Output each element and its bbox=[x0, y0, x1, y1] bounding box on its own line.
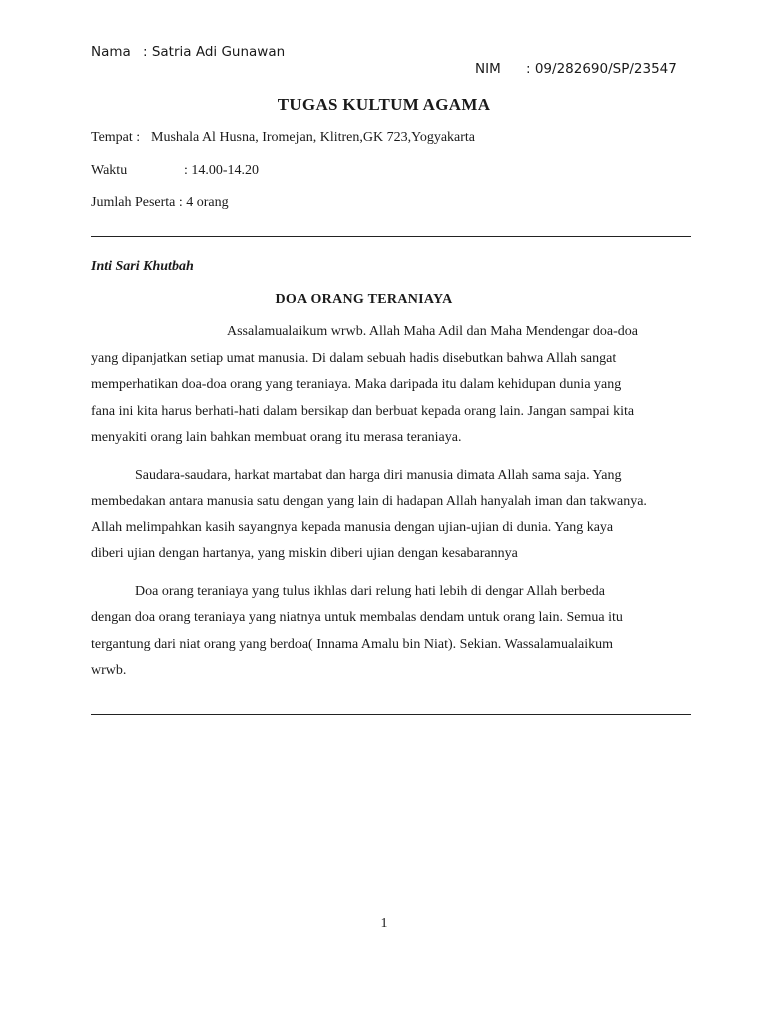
participants-line: Jumlah Peserta : 4 orang bbox=[91, 195, 229, 210]
paragraph-line: Doa orang teraniaya yang tulus ikhlas dari relung hati lebih di dengar Allah berbeda bbox=[135, 584, 606, 599]
paragraph-line: dengan doa orang teraniaya yang niatnya untuk membalas dendam untuk orang lain. Semua itu bbox=[91, 610, 623, 625]
paragraph-line: Saudara-saudara, harkat martabat dan harga diri manusia dimata Allah sama saja. Yang bbox=[135, 468, 622, 483]
paragraph-line: fana ini kita harus berhati-hati dalam bersikap dan berbuat kepada orang lain. Jangan sampai kita bbox=[91, 404, 635, 419]
paragraph-line: menyakiti orang lain bahkan membuat orang itu merasa teraniaya. bbox=[91, 430, 462, 445]
paragraph-line: tergantung dari niat orang yang berdoa( Innama Amalu bin Niat). Sekian. Wassalamualaikum bbox=[91, 637, 614, 652]
divider-bottom bbox=[91, 714, 691, 715]
nim-label: NIM bbox=[475, 61, 501, 77]
paragraph-line: Assalamualaikum wrwb. Allah Maha Adil dan Maha Mendengar doa-doa bbox=[227, 324, 638, 339]
paragraph-line: membedakan antara manusia satu dengan yang lain di hadapan Allah hanyalah iman dan takwanya. bbox=[91, 494, 647, 509]
time-label: Waktu bbox=[91, 163, 128, 178]
paragraph-line: wrwb. bbox=[91, 663, 127, 678]
page-title: TUGAS KULTUM AGAMA bbox=[277, 95, 491, 114]
page-number: 1 bbox=[380, 916, 388, 931]
name-value: : Satria Adi Gunawan bbox=[143, 44, 286, 60]
divider-top bbox=[91, 236, 691, 237]
khutbah-title: DOA ORANG TERANIAYA bbox=[275, 292, 453, 307]
section-label: Inti Sari Khutbah bbox=[91, 259, 194, 274]
place-label: Tempat : bbox=[91, 130, 141, 145]
name-label: Nama bbox=[91, 44, 131, 60]
time-value: : 14.00-14.20 bbox=[184, 163, 260, 178]
place-value: Mushala Al Husna, Iromejan, Klitren,GK 723,Yogyakarta bbox=[151, 130, 476, 145]
paragraph-line: Allah melimpahkan kasih sayangnya kepada manusia dengan ujian-ujian di dunia. Yang kaya bbox=[91, 520, 614, 535]
nim-value: : 09/282690/SP/23547 bbox=[526, 61, 677, 77]
paragraph-line: memperhatikan doa-doa orang yang teraniaya. Maka daripada itu dalam kehidupan dunia yang bbox=[91, 377, 622, 392]
paragraph-line: yang dipanjatkan setiap umat manusia. Di dalam sebuah hadis disebutkan bahwa Allah sangat bbox=[91, 351, 617, 366]
paragraph-line: diberi ujian dengan hartanya, yang miskin diberi ujian dengan kesabarannya bbox=[91, 546, 518, 561]
